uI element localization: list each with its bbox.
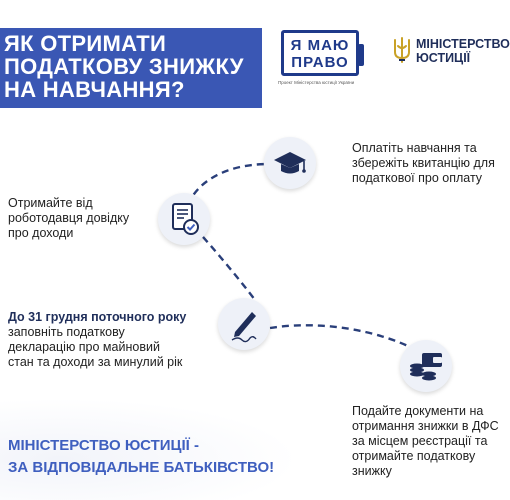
graduation-cap-icon	[264, 137, 316, 189]
step-3-description: заповніть податкову декларацію про майновий стан та доходи за минулий рік	[8, 325, 183, 369]
footer-slogan: МІНІСТЕРСТВО ЮСТИЦІЇ - ЗА ВІДПОВІДАЛЬНЕ БАТЬКІВСТВО!	[8, 437, 275, 476]
logo-line-1: Я МАЮ	[290, 37, 350, 54]
step-1-text: Оплатіть навчання та збережіть квитанцію для податкової про оплату	[352, 141, 495, 185]
logo-line-2: ПРАВО	[291, 54, 349, 71]
page-title: ЯК ОТРИМАТИ ПОДАТКОВУ ЗНИЖКУ НА НАВЧАННЯ?	[4, 31, 244, 102]
wallet-coins-icon	[400, 340, 452, 392]
step-4-text: Подайте документи на отримання знижки в ДФС за місцем реєстрації та отримайте податкову знижку	[352, 404, 499, 478]
step-1-icon-circle	[264, 137, 316, 189]
step-3-icon-circle	[218, 298, 270, 350]
step-4-icon-circle	[400, 340, 452, 392]
document-check-icon	[158, 193, 210, 245]
step-2-icon-circle	[158, 193, 210, 245]
step-3-text	[8, 310, 186, 370]
logo-caption: Проект Міністерства юстиції України	[278, 80, 355, 85]
step-2-text: Отримайте від роботодавця довідку про доходи	[8, 196, 130, 240]
pen-signature-icon	[218, 298, 270, 350]
step-3-deadline: До 31 грудня поточного року	[8, 310, 187, 324]
ministry-logo-text: МІНІСТЕРСТВО ЮСТИЦІЇ	[416, 37, 510, 65]
